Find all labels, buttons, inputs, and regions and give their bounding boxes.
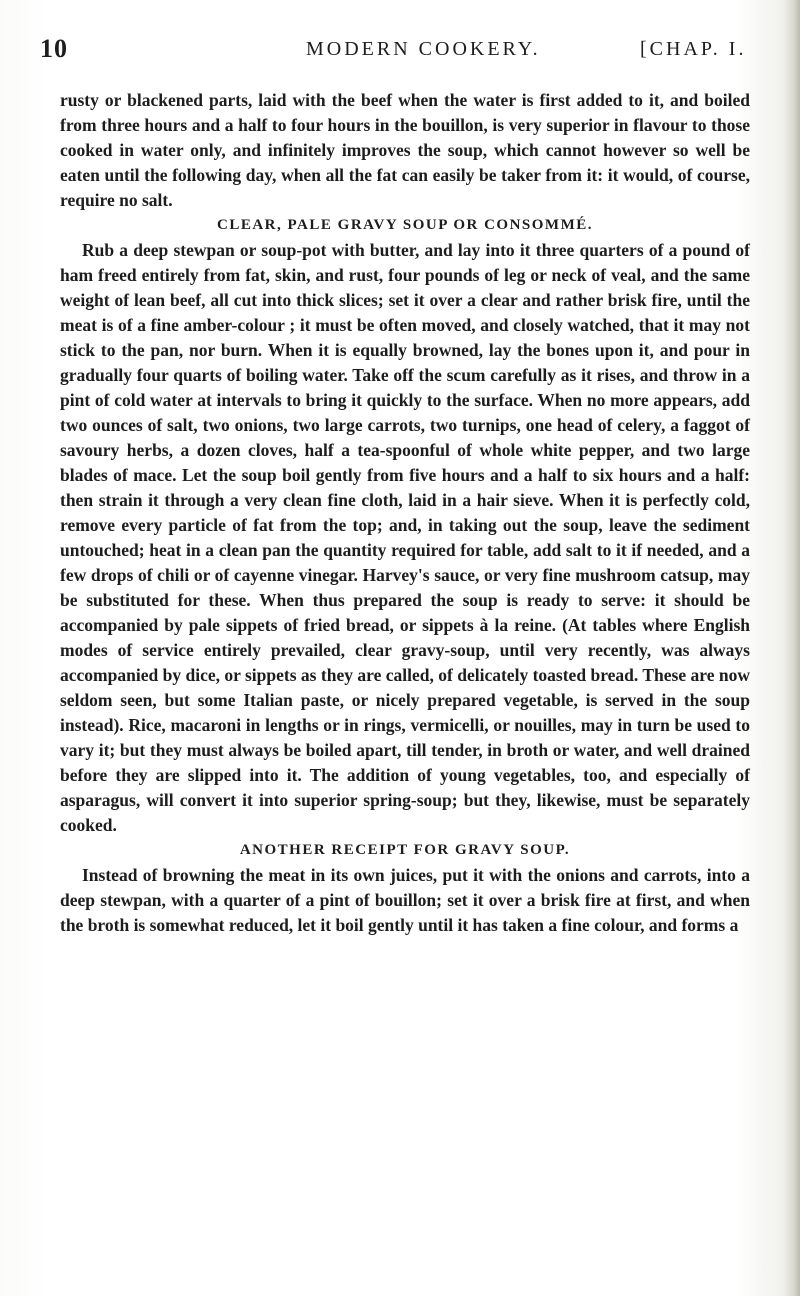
section-heading-another-receipt: ANOTHER RECEIPT FOR GRAVY SOUP. (239, 842, 571, 858)
another-receipt-paragraph: Instead of browning the meat in its own juices, put it with the onions and carrots, into a deep stewpan, with a quarter of a pint of bouillon; set it over a brisk fire at first, and when the broth is somewhat reduced, let it boil gently until it has taken a fine colour, and forms a (60, 865, 750, 935)
running-head: MODERN COOKERY. (306, 38, 541, 60)
consomme-recipe-paragraph: Rub a deep stewpan or soup-pot with butter, and lay into it three quarters of a pound of ham freed entirely from fat, skin, and rust, four pounds of leg or neck of veal, and the same weight of lean beef, all cut into thick slices; set it over a clear and rather brisk fire, until the meat is of a fine amber-colour ; it must be often moved, and closely watched, that it may not stick to the pan, nor burn. When it is equally browned, lay the bones upon it, and pour in gradually four quarts of boiling water. Take off the scum carefully as it rises, and throw in a pint of cold water at intervals to bring it quickly to the surface. When no more appears, add two ounces of salt, two onions, two large carrots, two turnips, one head of celery, a faggot of savoury herbs, a dozen cloves, half a tea-spoonful of whole white pepper, and two large blades of mace. Let the soup boil gently from five hours and a half to six hours and a half: then strain it through a very clean fine cloth, laid in a hair sieve. When it is perfectly cold, remove every particle of fat from the top; and, in taking out the soup, leave the sediment untouched; heat in a clean pan the quantity required for table, add salt to it if needed, and a few drops of chili or of cayenne vinegar. Harvey's sauce, or very fine mushroom catsup, may be substituted for these. When thus prepared the soup is ready to serve: it should be accompanied by pale sippets of fried bread, or sippets à la reine. (At tables where English modes of service entirely prevailed, clear gravy-soup, until very recently, was always accompanied by dice, or sippets as they are called, of delicately toasted bread. These are now seldom seen, but some Italian paste, or nicely prepared vegetable, is served in the soup instead). Rice, macaroni in lengths or in rings, vermicelli, or nouilles, may in turn be used to vary it; but they must always be boiled apart, till tender, in broth or water, and well drained before they are slipped into it. The addition of young vegetables, too, and especially of asparagus, will convert it into superior spring-soup; but they, likewise, must be separately cooked. (60, 240, 750, 835)
section-heading-consomme: CLEAR, PALE GRAVY SOUP OR CONSOMMÉ. (217, 217, 593, 233)
page-number: 10 (40, 34, 68, 63)
continuation-paragraph: rusty or blackened parts, laid with the beef when the water is first added to it, and boiled from three hours and a half to four hours in the bouillon, is very superior in flavour to those cooked in water only, and infinitely improves the soup, which cannot however so well be eaten until the following day, when all the fat can easily be taker from it: it would, of course, require no salt. (60, 90, 750, 210)
page-body (60, 88, 750, 938)
page-header (40, 34, 758, 64)
chapter-reference: [CHAP. I. (640, 38, 747, 60)
page-edge-shadow (784, 0, 800, 1296)
